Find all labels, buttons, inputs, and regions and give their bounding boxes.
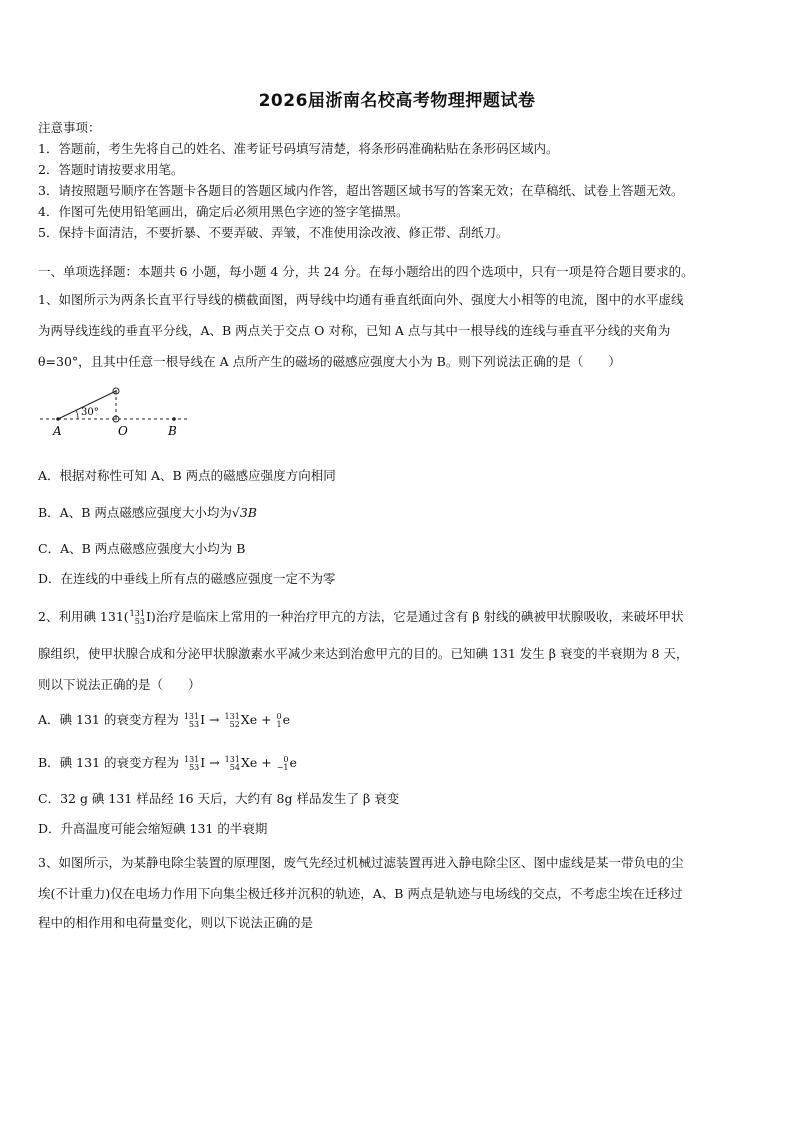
q1-option-b (38, 505, 758, 521)
arrow-icon: → (209, 712, 220, 727)
q2-option-a-text: A．碘 131 的衰变方程为 (38, 712, 179, 727)
q1-stem-line: 为两导线连线的垂直平分线，A、B 两点关于交点 O 对称，已知 A 点与其中一根导线的连线与垂直平分线的夹角为 (38, 323, 671, 338)
q2-stem-line (38, 609, 758, 626)
notice-item: 4．作图可先使用铅笔画出，确定后必须用黑色字迹的签字笔描黑。 (38, 204, 409, 219)
arrow-icon: → (209, 755, 220, 770)
q1-stem-line: 1、如图所示为两条长直平行导线的横截面图，两导线中均通有垂直纸面向外、强度大小相等的电流，图中的水平虚线 (38, 292, 684, 307)
q1-option-a: A．根据对称性可知 A、B 两点的磁感应强度方向相同 (38, 468, 336, 483)
angle-label: 30° (81, 407, 99, 418)
q3-stem-line: 程中的相作用和电荷量变化，则以下说法正确的是 (38, 915, 314, 930)
isotope-notation: 0 1 (276, 711, 282, 729)
notice-item: 3．请按照题号顺序在答题卡各题目的答题区域内作答，超出答题区域书写的答案无效；在草稿纸、试卷上答题无效。 (38, 183, 684, 198)
q2-option-a: A．碘 131 的衰变方程为 131 53 I → 131 52 Xe + 0 1 e (38, 711, 291, 729)
atomic-number: 53 (134, 616, 145, 626)
wire-bottom-dot-icon (115, 418, 117, 420)
wire-top-dot-icon (115, 390, 117, 392)
label-b: B (168, 424, 177, 438)
q2-option-b: B．碘 131 的衰变方程为 131 53 I → 131 54 Xe + 0 −1 e (38, 754, 297, 772)
notice-item: 1．答题前，考生先将自己的姓名、准考证号码填写清楚，将条形码准确粘贴在条形码区域内。 (38, 141, 559, 156)
mass-number: 131 (129, 608, 145, 618)
element-symbol: I (145, 609, 151, 624)
q1-figure (38, 385, 198, 440)
isotope-notation: 131 53 (183, 711, 200, 729)
angle-arc (76, 410, 78, 419)
isotope-notation (130, 610, 145, 626)
point-a-dot (56, 417, 60, 421)
point-b-dot (172, 417, 176, 421)
notice-heading: 注意事项： (38, 120, 101, 135)
q2-stem-line: 则以下说法正确的是（ ） (38, 677, 201, 692)
isotope-notation: 0 −1 (276, 754, 289, 772)
notice-item: 5．保持卡面清洁，不要折暴、不要弄破、弄皱，不准使用涂改液、修正带、刮纸刀。 (38, 225, 509, 240)
label-a: A (53, 424, 62, 438)
q2-option-c: C．32 g 碘 131 样品经 16 天后，大约有 8g 样品发生了 β 衰变 (38, 791, 400, 806)
q1-option-d: D．在连线的中垂线上所有点的磁感应强度一定不为零 (38, 571, 336, 586)
isotope-notation: 131 54 (224, 754, 240, 772)
q2-stem-text: 2、利用碘 131( (38, 609, 129, 624)
q1-option-b-value: √3B (231, 505, 257, 520)
notice-item: 2．答题时请按要求用笔。 (38, 162, 184, 177)
q1-option-c: C．A、B 两点磁感应强度大小均为 B (38, 541, 246, 556)
q1-option-b-text: B．A、B 两点磁感应强度大小均为 (38, 505, 232, 520)
label-o: O (118, 424, 128, 438)
q2-stem-line: 腺组织，使甲状腺合成和分泌甲状腺激素水平减少来达到治愈甲亢的目的。已知碘 131 发生 β 衰变的半衰期为 8 天， (38, 646, 689, 661)
page-title: 2026届浙南名校高考物理押题试卷 (258, 91, 536, 111)
q2-option-b-text: B．碘 131 的衰变方程为 (38, 755, 179, 770)
section-heading: 一、单项选择题：本题共 6 小题，每小题 4 分，共 24 分。在每小题给出的四个选项中，只有一项是符合题目要求的。 (38, 264, 694, 279)
isotope-notation: 131 53 (183, 754, 200, 772)
q1-stem-line: θ=30°，且其中任意一根导线在 A 点所产生的磁场的磁感应强度大小为 B。则下列说法正确的是（ ） (38, 354, 621, 369)
q3-stem-line: 3、如图所示，为某静电除尘装置的原理图，废气先经过机械过滤装置再进入静电除尘区、图中虚线是某一带负电的尘 (38, 855, 684, 870)
q3-stem-line: 埃(不计重力)仅在电场力作用下向集尘极迁移并沉积的轨迹，A、B 两点是轨迹与电场线的交点，不考虑尘埃在迁移过 (38, 886, 683, 901)
isotope-notation: 131 52 (224, 711, 240, 729)
q2-option-d: D．升高温度可能会缩短碘 131 的半衰期 (38, 821, 268, 836)
q2-stem-text: )治疗是临床上常用的一种治疗甲亢的方法，它是通过含有 β 射线的碘被甲状腺吸收，来破坏甲状 (150, 609, 684, 624)
